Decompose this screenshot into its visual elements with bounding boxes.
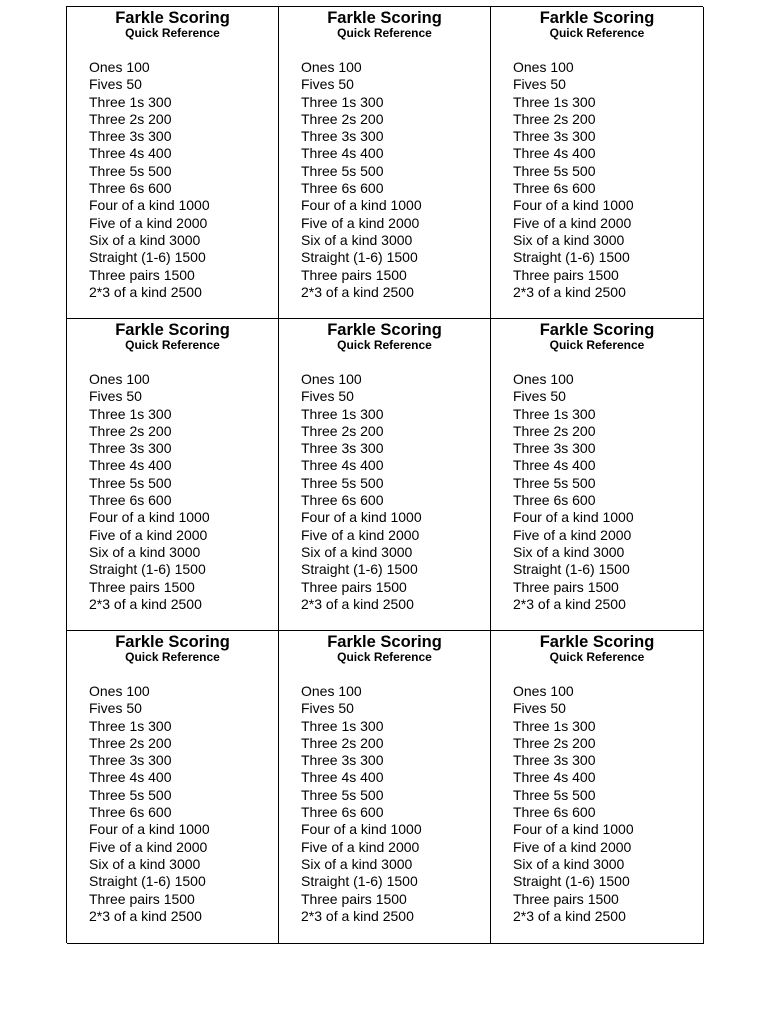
scoring-rule: Three 3s 300 xyxy=(513,128,596,145)
card-subtitle: Quick Reference xyxy=(125,26,220,40)
scoring-rule: Ones 100 xyxy=(513,683,574,699)
scoring-rule: Fives 50 xyxy=(513,76,566,93)
reference-card xyxy=(491,319,704,631)
card-title: Farkle Scoring xyxy=(115,9,230,27)
scoring-rule: Fives 50 xyxy=(301,388,354,405)
scoring-rule: Straight (1-6) 1500 xyxy=(89,873,206,890)
scoring-rule: Four of a kind 1000 xyxy=(301,509,422,526)
scoring-rule: Three 2s 200 xyxy=(301,110,384,127)
scoring-rule: 2*3 of a kind 2500 xyxy=(89,283,202,300)
scoring-list xyxy=(513,59,634,301)
scoring-rule: 2*3 of a kind 2500 xyxy=(513,595,626,612)
scoring-rule: Three 5s 500 xyxy=(89,786,172,803)
scoring-rule: Three 4s 400 xyxy=(513,457,596,474)
card-subtitle: Quick Reference xyxy=(337,338,432,352)
scoring-rule: 2*3 of a kind 2500 xyxy=(301,595,414,612)
card-title: Farkle Scoring xyxy=(115,633,230,651)
scoring-rule: Ones 100 xyxy=(301,683,362,699)
scoring-rule: Six of a kind 3000 xyxy=(89,855,201,872)
scoring-rule: Straight (1-6) 1500 xyxy=(513,561,630,578)
scoring-rule: Six of a kind 3000 xyxy=(301,543,413,560)
scoring-rule: Three 5s 500 xyxy=(301,162,384,179)
reference-card xyxy=(67,7,279,319)
scoring-rule: Three 2s 200 xyxy=(513,734,596,751)
scoring-rule: 2*3 of a kind 2500 xyxy=(301,907,414,924)
reference-card xyxy=(67,319,279,631)
scoring-rule: Three pairs 1500 xyxy=(89,890,195,907)
scoring-rule: Six of a kind 3000 xyxy=(89,231,201,248)
reference-card xyxy=(491,7,704,319)
scoring-rule: Three 3s 300 xyxy=(89,752,172,769)
scoring-rule: Three 6s 600 xyxy=(89,492,172,509)
scoring-rule: Three 2s 200 xyxy=(301,422,384,439)
scoring-rule: Three 1s 300 xyxy=(89,93,172,110)
scoring-rule: Three 1s 300 xyxy=(301,405,384,422)
scoring-rule: Six of a kind 3000 xyxy=(513,543,625,560)
scoring-rule: Three 3s 300 xyxy=(301,128,384,145)
scoring-rule: Five of a kind 2000 xyxy=(513,526,632,543)
scoring-rule: Five of a kind 2000 xyxy=(89,214,208,231)
reference-card xyxy=(67,631,279,944)
scoring-rule: Three 6s 600 xyxy=(301,804,384,821)
scoring-rule: Straight (1-6) 1500 xyxy=(301,561,418,578)
scoring-rule: Three 4s 400 xyxy=(89,457,172,474)
scoring-rule: Five of a kind 2000 xyxy=(89,526,208,543)
scoring-rule: 2*3 of a kind 2500 xyxy=(513,283,626,300)
scoring-rule: Three 6s 600 xyxy=(301,492,384,509)
scoring-rule: Six of a kind 3000 xyxy=(89,543,201,560)
scoring-rule: Three 3s 300 xyxy=(89,128,172,145)
scoring-rule: Straight (1-6) 1500 xyxy=(89,561,206,578)
scoring-rule: Ones 100 xyxy=(89,59,150,75)
card-title: Farkle Scoring xyxy=(327,321,442,339)
scoring-rule: Four of a kind 1000 xyxy=(513,509,634,526)
scoring-rule: Five of a kind 2000 xyxy=(513,214,632,231)
scoring-rule: Fives 50 xyxy=(301,700,354,717)
scoring-list xyxy=(89,683,210,925)
scoring-rule: Three 1s 300 xyxy=(89,405,172,422)
card-subtitle: Quick Reference xyxy=(125,650,220,664)
scoring-rule: Three 2s 200 xyxy=(513,422,596,439)
scoring-rule: Three 1s 300 xyxy=(301,93,384,110)
scoring-rule: Three 3s 300 xyxy=(513,440,596,457)
card-title: Farkle Scoring xyxy=(539,633,655,651)
scoring-rule: 2*3 of a kind 2500 xyxy=(513,907,626,924)
scoring-rule: Fives 50 xyxy=(513,700,566,717)
scoring-rule: Three 1s 300 xyxy=(513,405,596,422)
scoring-rule: Three 1s 300 xyxy=(89,717,172,734)
scoring-rule: 2*3 of a kind 2500 xyxy=(89,907,202,924)
card-subtitle: Quick Reference xyxy=(549,650,645,664)
reference-card xyxy=(279,7,491,319)
reference-card xyxy=(279,319,491,631)
card-title: Farkle Scoring xyxy=(539,9,655,27)
scoring-rule: Three 6s 600 xyxy=(513,804,596,821)
scoring-rule: Three 4s 400 xyxy=(89,145,172,162)
scoring-rule: Three 3s 300 xyxy=(89,440,172,457)
scoring-rule: Three 2s 200 xyxy=(89,422,172,439)
scoring-rule: Three 5s 500 xyxy=(513,474,596,491)
scoring-rule: Three pairs 1500 xyxy=(513,578,619,595)
card-title: Farkle Scoring xyxy=(115,321,230,339)
scoring-rule: Three 3s 300 xyxy=(301,752,384,769)
scoring-rule: Three 4s 400 xyxy=(301,457,384,474)
scoring-rule: Four of a kind 1000 xyxy=(513,197,634,214)
scoring-rule: Three 6s 600 xyxy=(513,492,596,509)
scoring-rule: Three pairs 1500 xyxy=(89,578,195,595)
card-subtitle: Quick Reference xyxy=(337,650,432,664)
scoring-rule: Ones 100 xyxy=(513,59,574,75)
scoring-rule: Fives 50 xyxy=(301,76,354,93)
scoring-rule: Straight (1-6) 1500 xyxy=(513,873,630,890)
scoring-rule: Three 2s 200 xyxy=(513,110,596,127)
scoring-list xyxy=(513,371,634,613)
scoring-rule: Five of a kind 2000 xyxy=(301,214,420,231)
scoring-rule: Four of a kind 1000 xyxy=(301,197,422,214)
scoring-rule: Three pairs 1500 xyxy=(301,578,407,595)
scoring-rule: Ones 100 xyxy=(513,371,574,387)
scoring-rule: Three pairs 1500 xyxy=(89,266,195,283)
scoring-rule: Three 5s 500 xyxy=(513,162,596,179)
reference-card-sheet xyxy=(66,6,703,943)
scoring-rule: Three pairs 1500 xyxy=(301,890,407,907)
scoring-rule: Three 1s 300 xyxy=(301,717,384,734)
scoring-rule: Six of a kind 3000 xyxy=(301,231,413,248)
scoring-rule: Three 5s 500 xyxy=(513,786,596,803)
scoring-rule: Four of a kind 1000 xyxy=(301,821,422,838)
scoring-rule: Three 6s 600 xyxy=(301,180,384,197)
scoring-list xyxy=(513,683,634,925)
scoring-rule: Three 1s 300 xyxy=(513,93,596,110)
card-subtitle: Quick Reference xyxy=(549,26,645,40)
scoring-list xyxy=(301,683,422,925)
scoring-rule: Three 2s 200 xyxy=(89,110,172,127)
card-subtitle: Quick Reference xyxy=(125,338,220,352)
scoring-rule: Three 1s 300 xyxy=(513,717,596,734)
scoring-rule: Six of a kind 3000 xyxy=(301,855,413,872)
card-title: Farkle Scoring xyxy=(327,9,442,27)
scoring-rule: Three 4s 400 xyxy=(301,769,384,786)
scoring-rule: 2*3 of a kind 2500 xyxy=(301,283,414,300)
scoring-list xyxy=(301,59,422,301)
scoring-rule: Straight (1-6) 1500 xyxy=(301,249,418,266)
scoring-rule: Three 6s 600 xyxy=(89,180,172,197)
card-subtitle: Quick Reference xyxy=(549,338,645,352)
scoring-rule: Three 6s 600 xyxy=(89,804,172,821)
scoring-rule: Three 5s 500 xyxy=(301,786,384,803)
scoring-rule: Ones 100 xyxy=(89,683,150,699)
scoring-rule: Straight (1-6) 1500 xyxy=(301,873,418,890)
card-title: Farkle Scoring xyxy=(539,321,655,339)
scoring-rule: Five of a kind 2000 xyxy=(301,526,420,543)
scoring-rule: Fives 50 xyxy=(89,388,142,405)
card-subtitle: Quick Reference xyxy=(337,26,432,40)
reference-card xyxy=(279,631,491,944)
scoring-list xyxy=(89,371,210,613)
scoring-rule: Fives 50 xyxy=(513,388,566,405)
scoring-rule: Five of a kind 2000 xyxy=(89,838,208,855)
scoring-rule: Five of a kind 2000 xyxy=(301,838,420,855)
scoring-rule: Three pairs 1500 xyxy=(513,266,619,283)
scoring-rule: Six of a kind 3000 xyxy=(513,231,625,248)
scoring-rule: Four of a kind 1000 xyxy=(513,821,634,838)
scoring-rule: Four of a kind 1000 xyxy=(89,821,210,838)
scoring-rule: 2*3 of a kind 2500 xyxy=(89,595,202,612)
scoring-rule: Three 4s 400 xyxy=(301,145,384,162)
scoring-rule: Four of a kind 1000 xyxy=(89,197,210,214)
scoring-rule: Fives 50 xyxy=(89,76,142,93)
scoring-rule: Ones 100 xyxy=(301,371,362,387)
scoring-rule: Five of a kind 2000 xyxy=(513,838,632,855)
reference-card xyxy=(491,631,704,944)
scoring-rule: Three 5s 500 xyxy=(301,474,384,491)
scoring-list xyxy=(301,371,422,613)
scoring-rule: Straight (1-6) 1500 xyxy=(513,249,630,266)
scoring-rule: Three 2s 200 xyxy=(89,734,172,751)
scoring-rule: Three 4s 400 xyxy=(89,769,172,786)
scoring-rule: Fives 50 xyxy=(89,700,142,717)
scoring-rule: Ones 100 xyxy=(89,371,150,387)
scoring-rule: Three 6s 600 xyxy=(513,180,596,197)
scoring-rule: Ones 100 xyxy=(301,59,362,75)
scoring-list xyxy=(89,59,210,301)
scoring-rule: Four of a kind 1000 xyxy=(89,509,210,526)
scoring-rule: Three pairs 1500 xyxy=(513,890,619,907)
scoring-rule: Three 3s 300 xyxy=(301,440,384,457)
scoring-rule: Straight (1-6) 1500 xyxy=(89,249,206,266)
scoring-rule: Three 4s 400 xyxy=(513,145,596,162)
scoring-rule: Three 3s 300 xyxy=(513,752,596,769)
scoring-rule: Three 4s 400 xyxy=(513,769,596,786)
scoring-rule: Six of a kind 3000 xyxy=(513,855,625,872)
scoring-rule: Three pairs 1500 xyxy=(301,266,407,283)
card-title: Farkle Scoring xyxy=(327,633,442,651)
scoring-rule: Three 5s 500 xyxy=(89,162,172,179)
scoring-rule: Three 5s 500 xyxy=(89,474,172,491)
scoring-rule: Three 2s 200 xyxy=(301,734,384,751)
